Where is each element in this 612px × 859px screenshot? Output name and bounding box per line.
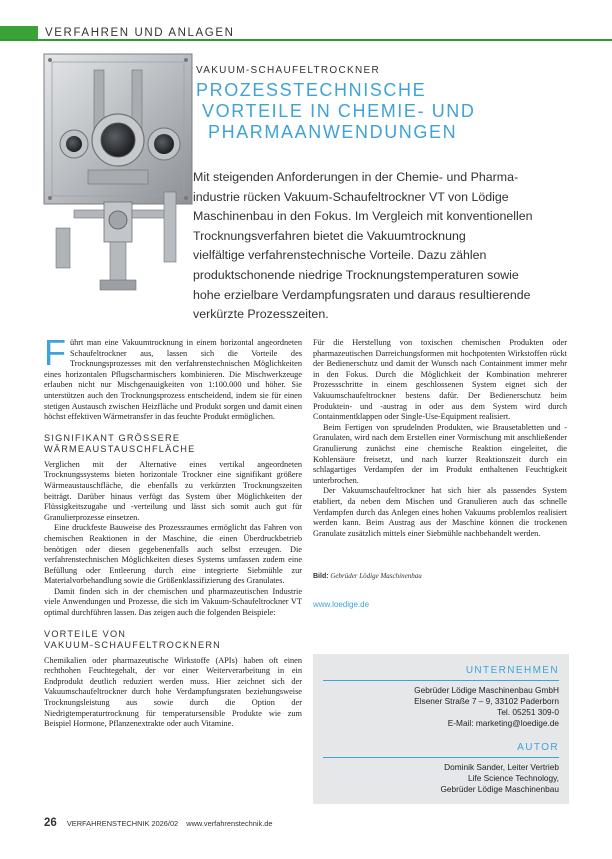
company-rule xyxy=(323,680,559,681)
subhead-line: SIGNIFIKANT GRÖSSERE xyxy=(44,432,181,443)
info-box xyxy=(313,654,569,804)
body-paragraph: Der Vakuumschaufeltrockner hat sich hier als passendes System etabliert, da neben dem Mischen und Granulieren auch das schnelle Verdampfen durch das Anlegen eines hohen Vakuums problemlos realisiert werden kann. Beim Austrag aus der Maschine können die trockenen Granulate zusätzlich mittels einer Siebmühle nachbehandelt werden. xyxy=(313,486,567,538)
company-address: Elsener Straße 7 – 9, 33102 Paderborn xyxy=(414,696,559,706)
subhead-line: VAKUUM-SCHAUFELTROCKNERN xyxy=(44,640,222,651)
subhead-line: WÄRMEAUSTAUSCHFLÄCHE xyxy=(44,444,196,455)
author-company: Gebrüder Lödige Maschinenbau xyxy=(440,784,559,794)
company-heading: UNTERNEHMEN xyxy=(465,665,559,676)
credit-label: Bild: xyxy=(313,573,329,580)
company-details xyxy=(414,685,559,729)
drop-cap: F xyxy=(44,332,66,373)
lead-line: Mit steigenden Anforderungen in der Chemie- und Pharma- xyxy=(193,170,519,184)
machine-photo xyxy=(34,52,204,307)
article-kicker: VAKUUM-SCHAUFELTROCKNER xyxy=(196,65,380,76)
lead-line: hohe erzielbare Verdampfungsraten und daraus resultierende xyxy=(193,287,531,302)
article-lead xyxy=(193,168,533,325)
web-link[interactable]: www.loedige.de xyxy=(313,600,370,609)
lead-line: Trocknungsverfahren bietet die Vakuumtrocknung xyxy=(193,228,466,243)
image-credit xyxy=(313,572,567,580)
issue-label: VERFAHRENSTECHNIK 2026/02 xyxy=(66,819,179,828)
body-paragraph: Für die Herstellung von toxischen chemischen Produkten oder pharmazeutischen Darreichungsformen mit hochpotenten Wirkstoffen rückt der Bedienerschutz und damit der Wunsch nach Containment immer mehr in den Fokus. Durch die Möglichkeit der Kombination mehrerer Prozessschritte in einem geschlossenen System eignet sich der Vakuumschaufeltrockner bestens dafür. Der Bedienerschutz beim Produktein- und -austrag in oder aus dem System wird durch Containmentklappen oder Single-Use-Equipment realisiert. xyxy=(313,338,567,422)
lead-line: verkürzte Prozesszeiten. xyxy=(193,307,329,322)
body-paragraph: Damit finden sich in der chemischen und pharmazeutischen Industrie viele Anwendungen und Prozesse, die sich im Vakuum-Schaufeltrockner VT optimal durchführen lassen. Das zeigen auch die folgenden Beispiele: xyxy=(44,586,302,618)
lead-line: vielfältige verfahrenstechnische Vorteile. Dazu zählen xyxy=(193,248,487,263)
subhead-advantages xyxy=(44,629,302,652)
section-rule xyxy=(0,39,612,41)
body-paragraph: Eine druckfeste Bauweise des Prozessraumes ermöglicht das Fahren von chemischen Reaktionen in der Maschine, die einen Überdruckbetrieb benötigen oder diesen gegebenenfalls auch selbst erzeugen. Die verfahrenstechnischen Möglichkeiten dieses Systems umfassen zudem eine Befüllung oder Entleerung durch eine integrierte Siebmühle zur Materialvorbehandlung sowie die Größenklassifizierung des Granulates. xyxy=(44,523,302,586)
lead-line: produktschonende niedrige Trocknungstemperaturen sowie xyxy=(193,267,519,282)
author-details xyxy=(440,762,559,795)
body-column-left xyxy=(44,332,302,730)
author-heading: AUTOR xyxy=(517,742,559,753)
company-name: Gebrüder Lödige Maschinenbau GmbH xyxy=(414,685,559,695)
footer-url[interactable]: www.verfahrenstechnik.de xyxy=(186,819,273,828)
credit-text: Gebrüder Lödige Maschinenbau xyxy=(330,572,422,580)
company-phone: Tel. 05251 309-0 xyxy=(497,707,559,717)
lead-line: industrie rücken Vakuum-Schaufeltrockner VT von Lödige xyxy=(193,189,509,204)
page-footer xyxy=(44,817,273,829)
headline-line: PROZESSTECHNISCHE xyxy=(196,80,427,100)
headline-line: PHARMAANWENDUNGEN xyxy=(208,122,458,142)
body-paragraph: Beim Fertigen von sprudelnden Produkten, wie Brausetabletten und -Granulaten, wird nach dem Erstellen einer Vormischung mit anschließender Granulierung zunächst eine chemische Reaktion eingeleitet, die Kohlensäure freisetzt, und nach kurzer Reaktionszeit durch ein schlagartiges Verdampfen der im Produkt enthaltenen Feuchtigkeit unterbrochen. xyxy=(313,422,567,485)
body-paragraph: Verglichen mit der Alternative eines vertikal angeordneten Trocknungssystems bieten horizontale Trockner eine signifikant größere Wärmeaustauschfläche, die ebenfalls zu verkürzten Trocknungszeiten beiträgt. Darüber hinaus verfügt das System über Möglichkeiten der Flüssigkeitszugabe und -verteilung und lässt sich somit auch gut für Granulierprozesse einsetzen. xyxy=(44,459,302,522)
headline-line: VORTEILE IN CHEMIE- UND xyxy=(202,101,476,121)
intro-paragraph xyxy=(44,332,302,423)
body-paragraph: Chemikalien oder pharmazeutische Wirkstoffe (APIs) haben oft einen rechthohen Feuchtegehalt, der vor einer Weiterverarbeitung in ein Endprodukt deutlich reduziert werden muss. Hier zeichnet sich der Vakuumschaufeltrockner durch hohe Verdampfungsraten beziehungsweise Trocknungsleistung aus sowie durch die Option der Niedrigtemperaturtrocknung für temperatursensible Produkte wie zum Beispiel Hormone, Pflanzenextrakte oder auch Vitamine. xyxy=(44,655,302,729)
section-label: VERFAHREN UND ANLAGEN xyxy=(45,27,235,39)
author-name: Dominik Sander, Leiter Vertrieb xyxy=(444,762,559,772)
body-column-right xyxy=(313,338,567,539)
page-number: 26 xyxy=(44,817,57,829)
author-rule xyxy=(323,757,559,758)
author-department: Life Science Technology, xyxy=(467,773,559,783)
lead-line: Maschinenbau in den Fokus. Im Vergleich mit konventionellen xyxy=(193,209,533,224)
company-email[interactable]: E-Mail: marketing@loedige.de xyxy=(447,718,559,728)
article-headline xyxy=(196,80,576,143)
subhead-line: VORTEILE VON xyxy=(44,628,127,639)
subhead-heat-exchange xyxy=(44,433,302,456)
section-color-bar xyxy=(0,26,38,39)
intro-text: ührt man eine Vakuumtrocknung in einem horizontal angeordneten Schaufeltrockner aus, lassen sich die Vorteile des Trocknungsprozesses mit den verfahrenstechnischen Möglichkeiten eines horizontalen Pflugscharmischers kombinieren. Die Mischwerkzeuge erlauben nicht nur Mischgenauigkeiten von 1:100.000 und höher. Sie unterstützen auch den Trocknungsprozess entscheidend, indem sie für einen stetigen Austausch zwischen Heizfläche und Produkt sorgen und damit einen höchst effektiven Wärmetransfer in das feuchte Produkt ermöglichen. xyxy=(44,338,302,422)
